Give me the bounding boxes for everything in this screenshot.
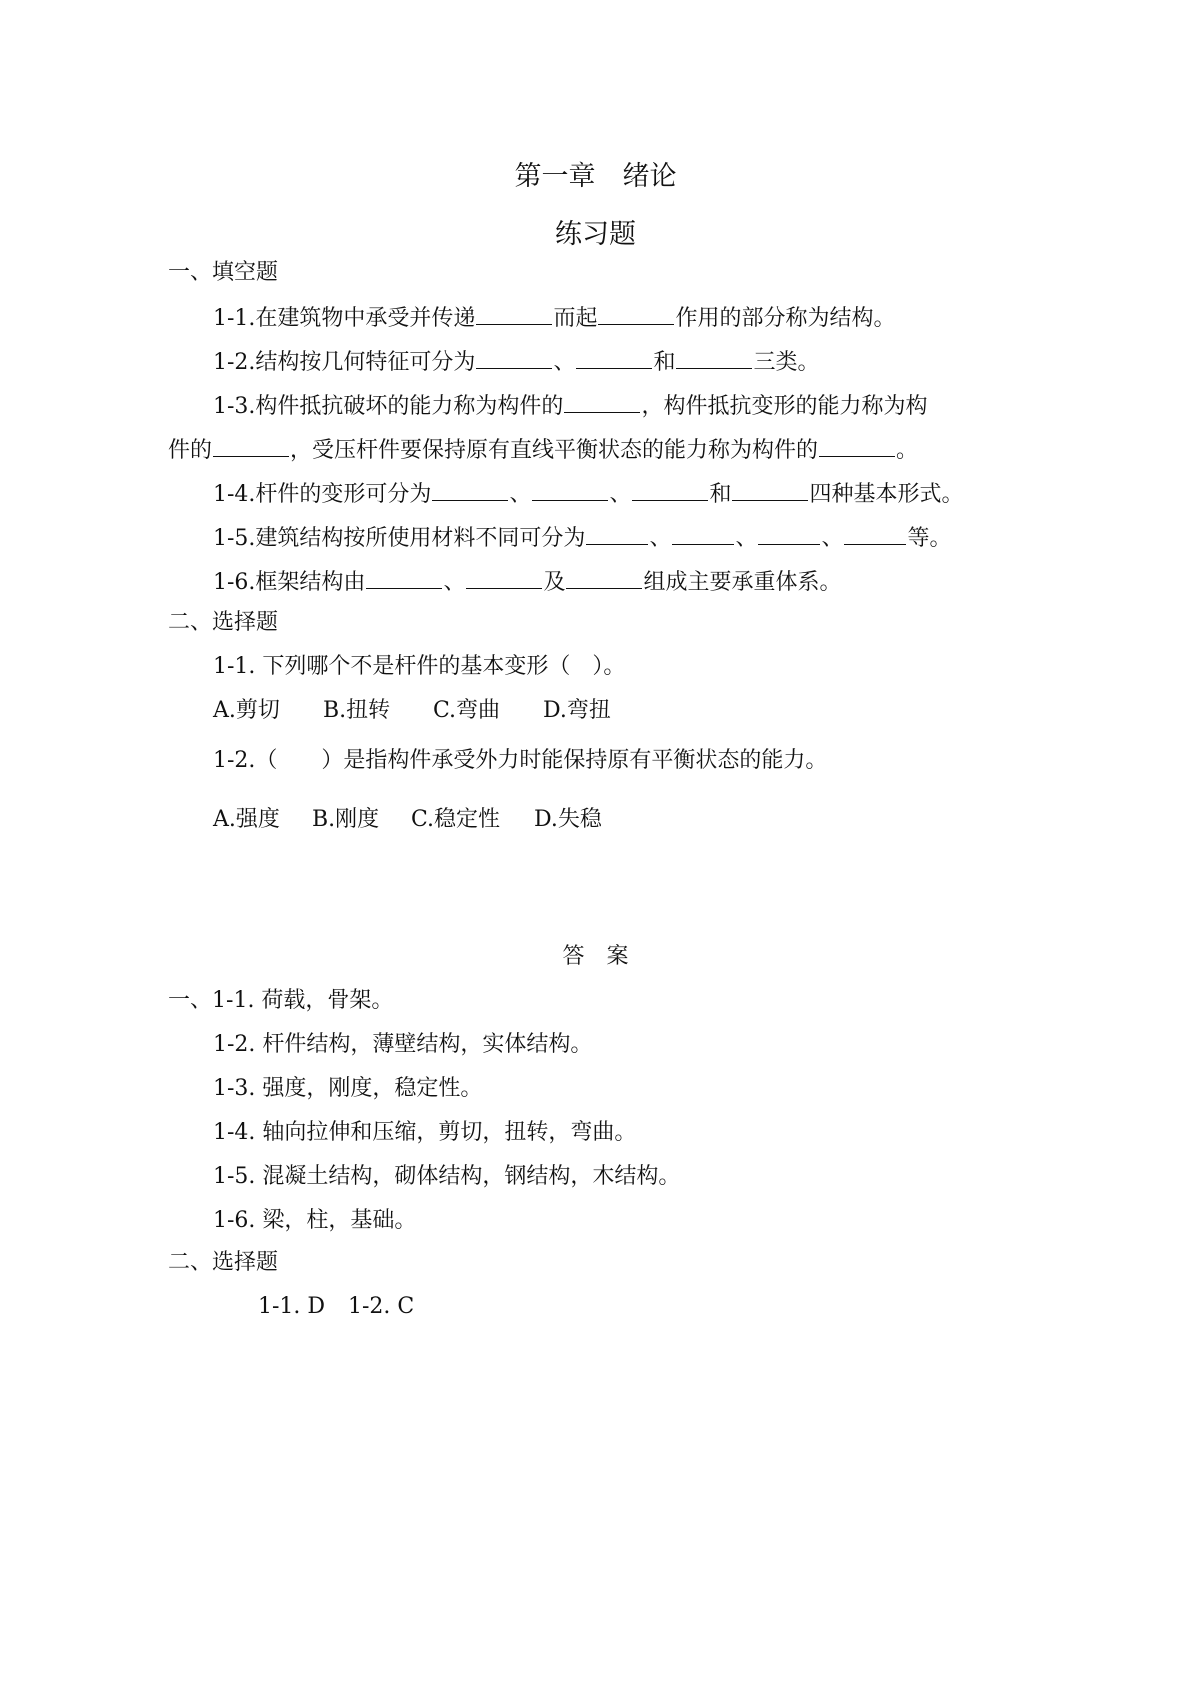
option-b[interactable]: B.刚度: [312, 807, 380, 832]
fill-q1: 1-1.在建筑物中承受并传递 而起 作用的部分称为结构。: [213, 302, 895, 334]
answer-blank[interactable]: [576, 346, 652, 369]
answer-blank[interactable]: [732, 478, 808, 501]
fill-q3-line1: 1-3.构件抵抗破坏的能力称为构件的 ，构件抵抗变形的能力称为构: [213, 390, 927, 422]
fill-q4: 1-4.杆件的变形可分为 、 、 和 四种基本形式。: [213, 478, 964, 510]
answer-item: 1-4. 轴向拉伸和压缩，剪切，扭转，弯曲。: [213, 1120, 637, 1145]
answer-blank[interactable]: [476, 346, 552, 369]
choice-heading: 二、选择题: [168, 610, 279, 635]
option-d[interactable]: D.弯扭: [543, 698, 611, 723]
fill-q2: 1-2.结构按几何特征可分为 、 和 三类。: [213, 346, 819, 378]
answers-choice-line: [258, 1292, 414, 1322]
answer-blank[interactable]: [586, 522, 648, 545]
answer-blank[interactable]: [432, 478, 508, 501]
choice-q1: 1-1. 下列哪个不是杆件的基本变形（ ）。: [213, 654, 626, 679]
answers-title: 答 案: [562, 944, 629, 969]
fill-q3-line2: 件的 ，受压杆件要保持原有直线平衡状态的能力称为构件的 。: [168, 434, 918, 466]
answer-blank[interactable]: [844, 522, 906, 545]
fill-heading: 一、填空题: [168, 260, 279, 285]
option-d[interactable]: D.失稳: [534, 807, 602, 832]
chapter-title: 第一章 绪论: [514, 161, 677, 192]
answer-item: 1-2. C: [348, 1294, 415, 1319]
answer-blank[interactable]: [598, 302, 674, 325]
option-c[interactable]: C.弯曲: [433, 698, 501, 723]
exercise-title: 练习题: [555, 219, 636, 250]
fill-q5: 1-5.建筑结构按所使用材料不同可分为 、 、 、 等。: [213, 522, 952, 554]
answer-blank[interactable]: [532, 478, 608, 501]
answers-choice-heading: 二、选择题: [168, 1250, 279, 1275]
answer-item: 1-1. D: [258, 1294, 326, 1319]
answer-blank[interactable]: [566, 566, 642, 589]
choice-q2-options: [213, 805, 602, 835]
answer-blank[interactable]: [819, 434, 895, 457]
answer-blank[interactable]: [213, 434, 289, 457]
answer-blank[interactable]: [758, 522, 820, 545]
answer-blank[interactable]: [466, 566, 542, 589]
answers-fill-prefix: 一、: [168, 988, 213, 1013]
answer-item: 1-5. 混凝土结构，砌体结构，钢结构，木结构。: [213, 1164, 681, 1189]
answer-item: 1-6. 梁，柱，基础。: [213, 1208, 417, 1233]
option-c[interactable]: C.稳定性: [411, 807, 501, 832]
choice-q1-options: [213, 696, 611, 726]
answer-blank[interactable]: [632, 478, 708, 501]
fill-q6: 1-6.框架结构由 、 及 组成主要承重体系。: [213, 566, 841, 598]
answer-blank[interactable]: [564, 390, 640, 413]
answer-item: 1-2. 杆件结构，薄壁结构，实体结构。: [213, 1032, 593, 1057]
answer-blank[interactable]: [676, 346, 752, 369]
option-a[interactable]: A.剪切: [213, 698, 280, 723]
answer-blank[interactable]: [476, 302, 552, 325]
fill-q1-number: 1-1.: [213, 306, 256, 331]
answer-item: 1-3. 强度，刚度，稳定性。: [213, 1076, 483, 1101]
answers-fill-line: [168, 986, 393, 1016]
choice-q2: 1-2.（ ）是指构件承受外力时能保持原有平衡状态的能力。: [213, 748, 828, 773]
option-a[interactable]: A.强度: [213, 807, 280, 832]
option-b[interactable]: B.扭转: [323, 698, 391, 723]
answer-item: 1-1. 荷载，骨架。: [212, 988, 394, 1013]
answer-blank[interactable]: [366, 566, 442, 589]
answer-blank[interactable]: [672, 522, 734, 545]
